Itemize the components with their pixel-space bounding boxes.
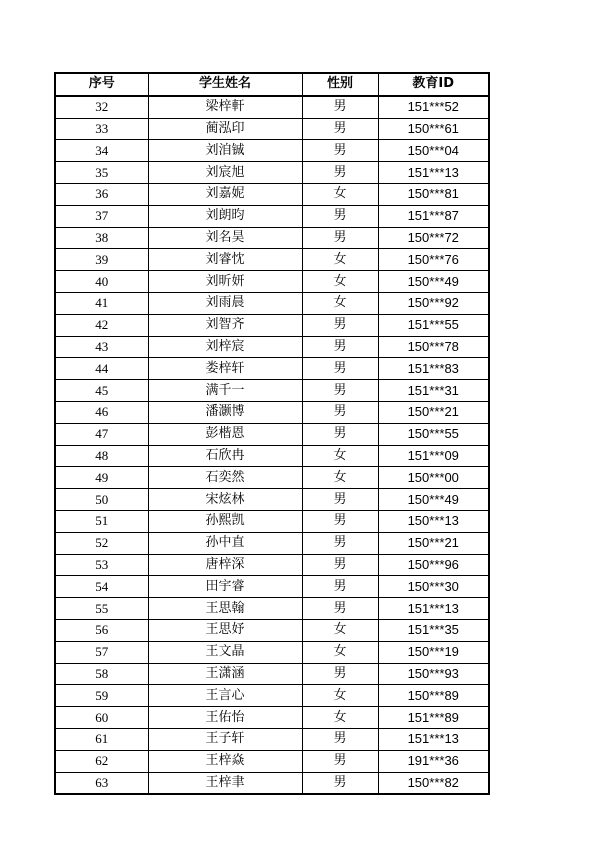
cell-index: 53 (55, 554, 148, 576)
cell-index: 62 (55, 750, 148, 772)
cell-student-name: 王言心 (148, 685, 302, 707)
table-row (55, 489, 489, 511)
cell-index: 33 (55, 118, 148, 140)
cell-index: 38 (55, 227, 148, 249)
cell-index: 34 (55, 140, 148, 162)
table-row (55, 336, 489, 358)
cell-student-name: 刘雨晨 (148, 292, 302, 314)
table-row (55, 118, 489, 140)
header-student-name: 学生姓名 (148, 73, 302, 96)
cell-gender: 女 (302, 707, 378, 729)
cell-gender: 男 (302, 380, 378, 402)
header-edu-id: 教育ID (378, 73, 489, 96)
header-index: 序号 (55, 73, 148, 96)
cell-index: 56 (55, 619, 148, 641)
cell-student-name: 刘名昊 (148, 227, 302, 249)
table-row (55, 183, 489, 205)
cell-index: 32 (55, 96, 148, 118)
cell-index: 60 (55, 707, 148, 729)
table-row (55, 292, 489, 314)
table-row (55, 401, 489, 423)
table-row (55, 205, 489, 227)
table-row (55, 707, 489, 729)
table-row (55, 314, 489, 336)
cell-index: 58 (55, 663, 148, 685)
cell-student-name: 刘昕妍 (148, 271, 302, 293)
table-row (55, 750, 489, 772)
cell-student-name: 潘灏博 (148, 401, 302, 423)
table-row (55, 510, 489, 532)
cell-edu-id: 150***81 (378, 183, 489, 205)
table-row (55, 162, 489, 184)
cell-edu-id: 150***82 (378, 772, 489, 794)
cell-student-name: 蔺泓印 (148, 118, 302, 140)
cell-gender: 男 (302, 336, 378, 358)
cell-index: 35 (55, 162, 148, 184)
cell-index: 43 (55, 336, 148, 358)
cell-edu-id: 150***00 (378, 467, 489, 489)
cell-edu-id: 151***89 (378, 707, 489, 729)
cell-gender: 男 (302, 663, 378, 685)
cell-gender: 男 (302, 140, 378, 162)
table-row (55, 576, 489, 598)
cell-student-name: 王子轩 (148, 728, 302, 750)
cell-gender: 男 (302, 510, 378, 532)
cell-edu-id: 150***21 (378, 532, 489, 554)
cell-gender: 女 (302, 467, 378, 489)
cell-edu-id: 151***13 (378, 162, 489, 184)
table-row (55, 96, 489, 118)
table-row (55, 358, 489, 380)
table-row (55, 663, 489, 685)
cell-gender: 男 (302, 358, 378, 380)
table-row (55, 249, 489, 271)
cell-index: 44 (55, 358, 148, 380)
cell-student-name: 王思妤 (148, 619, 302, 641)
cell-index: 39 (55, 249, 148, 271)
table-row (55, 772, 489, 794)
cell-index: 54 (55, 576, 148, 598)
cell-student-name: 田宇睿 (148, 576, 302, 598)
cell-index: 40 (55, 271, 148, 293)
table-row (55, 641, 489, 663)
cell-edu-id: 151***09 (378, 445, 489, 467)
cell-edu-id: 151***35 (378, 619, 489, 641)
cell-edu-id: 150***93 (378, 663, 489, 685)
cell-index: 48 (55, 445, 148, 467)
cell-edu-id: 150***76 (378, 249, 489, 271)
cell-gender: 男 (302, 401, 378, 423)
cell-index: 49 (55, 467, 148, 489)
cell-edu-id: 150***21 (378, 401, 489, 423)
cell-gender: 男 (302, 423, 378, 445)
cell-edu-id: 150***49 (378, 271, 489, 293)
cell-gender: 男 (302, 728, 378, 750)
table-row (55, 598, 489, 620)
cell-student-name: 刘梓宸 (148, 336, 302, 358)
cell-student-name: 王佑怡 (148, 707, 302, 729)
cell-index: 57 (55, 641, 148, 663)
cell-index: 52 (55, 532, 148, 554)
cell-gender: 男 (302, 162, 378, 184)
cell-gender: 女 (302, 445, 378, 467)
table-row (55, 140, 489, 162)
cell-index: 63 (55, 772, 148, 794)
table-row (55, 423, 489, 445)
cell-gender: 女 (302, 292, 378, 314)
cell-gender: 男 (302, 118, 378, 140)
cell-student-name: 王梓焱 (148, 750, 302, 772)
table-header-row (55, 73, 489, 96)
cell-index: 37 (55, 205, 148, 227)
cell-edu-id: 150***49 (378, 489, 489, 511)
cell-index: 41 (55, 292, 148, 314)
cell-edu-id: 150***89 (378, 685, 489, 707)
cell-edu-id: 150***30 (378, 576, 489, 598)
cell-student-name: 刘嘉妮 (148, 183, 302, 205)
table-row (55, 467, 489, 489)
cell-student-name: 宋炫林 (148, 489, 302, 511)
cell-gender: 女 (302, 249, 378, 271)
table-row (55, 619, 489, 641)
cell-gender: 男 (302, 772, 378, 794)
cell-edu-id: 151***13 (378, 598, 489, 620)
table-body (55, 96, 489, 795)
cell-gender: 女 (302, 685, 378, 707)
cell-edu-id: 151***13 (378, 728, 489, 750)
cell-edu-id: 150***78 (378, 336, 489, 358)
cell-gender: 女 (302, 619, 378, 641)
cell-edu-id: 150***04 (378, 140, 489, 162)
cell-student-name: 孙熙凯 (148, 510, 302, 532)
cell-gender: 女 (302, 183, 378, 205)
cell-index: 36 (55, 183, 148, 205)
cell-gender: 男 (302, 554, 378, 576)
cell-student-name: 石欣冉 (148, 445, 302, 467)
cell-index: 47 (55, 423, 148, 445)
cell-gender: 男 (302, 205, 378, 227)
cell-student-name: 娄梓轩 (148, 358, 302, 380)
cell-index: 51 (55, 510, 148, 532)
cell-edu-id: 151***31 (378, 380, 489, 402)
cell-edu-id: 150***55 (378, 423, 489, 445)
table-row (55, 554, 489, 576)
cell-gender: 男 (302, 227, 378, 249)
cell-index: 59 (55, 685, 148, 707)
cell-student-name: 梁梓軒 (148, 96, 302, 118)
cell-student-name: 王文晶 (148, 641, 302, 663)
cell-edu-id: 150***13 (378, 510, 489, 532)
cell-edu-id: 150***96 (378, 554, 489, 576)
cell-gender: 男 (302, 750, 378, 772)
cell-student-name: 王思翰 (148, 598, 302, 620)
student-roster-table (54, 72, 490, 795)
cell-index: 42 (55, 314, 148, 336)
cell-edu-id: 150***72 (378, 227, 489, 249)
cell-gender: 男 (302, 532, 378, 554)
table-row (55, 271, 489, 293)
cell-gender: 女 (302, 641, 378, 663)
table-row (55, 380, 489, 402)
cell-gender: 男 (302, 96, 378, 118)
cell-student-name: 王梓聿 (148, 772, 302, 794)
cell-student-name: 满千一 (148, 380, 302, 402)
cell-student-name: 刘朗昀 (148, 205, 302, 227)
cell-edu-id: 151***87 (378, 205, 489, 227)
cell-gender: 男 (302, 598, 378, 620)
table-row (55, 532, 489, 554)
cell-gender: 男 (302, 576, 378, 598)
table-row (55, 445, 489, 467)
cell-edu-id: 191***36 (378, 750, 489, 772)
cell-edu-id: 150***92 (378, 292, 489, 314)
cell-gender: 男 (302, 314, 378, 336)
table-row (55, 685, 489, 707)
cell-student-name: 石奕然 (148, 467, 302, 489)
cell-gender: 男 (302, 489, 378, 511)
cell-student-name: 王潇涵 (148, 663, 302, 685)
cell-student-name: 刘宸旭 (148, 162, 302, 184)
cell-index: 55 (55, 598, 148, 620)
cell-edu-id: 150***19 (378, 641, 489, 663)
cell-student-name: 唐梓深 (148, 554, 302, 576)
table-row (55, 227, 489, 249)
cell-student-name: 刘智齐 (148, 314, 302, 336)
cell-student-name: 刘睿忱 (148, 249, 302, 271)
cell-edu-id: 151***83 (378, 358, 489, 380)
cell-index: 45 (55, 380, 148, 402)
cell-student-name: 孙中直 (148, 532, 302, 554)
cell-gender: 女 (302, 271, 378, 293)
cell-edu-id: 151***55 (378, 314, 489, 336)
cell-edu-id: 150***61 (378, 118, 489, 140)
cell-index: 46 (55, 401, 148, 423)
cell-student-name: 刘洎铖 (148, 140, 302, 162)
header-gender: 性别 (302, 73, 378, 96)
cell-edu-id: 151***52 (378, 96, 489, 118)
cell-index: 61 (55, 728, 148, 750)
cell-index: 50 (55, 489, 148, 511)
table-row (55, 728, 489, 750)
cell-student-name: 彭楷恩 (148, 423, 302, 445)
